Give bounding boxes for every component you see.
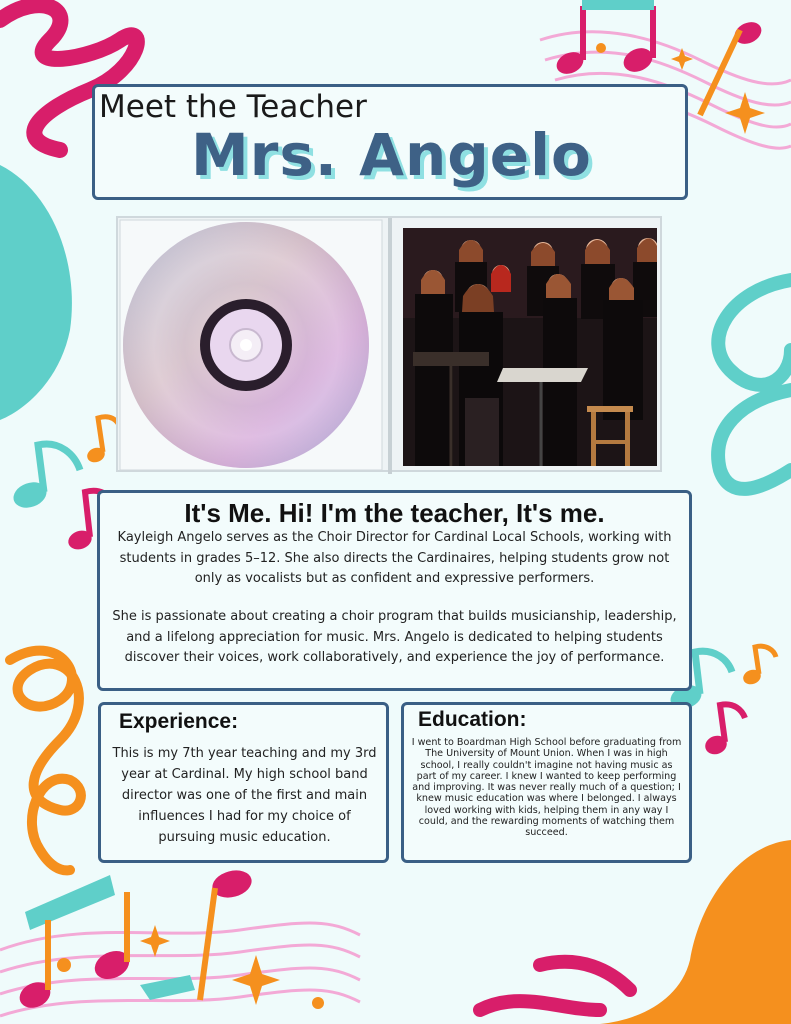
sparkle-icon <box>140 925 170 957</box>
music-staff-bottom-left <box>0 923 360 1016</box>
education-text: I went to Boardman High School before graduating from The University of Mount Union. When I was in high school, I really couldn't imagine not having music as part of my career. I knew I wanted to keep performing and improving. It was never really much of a question; I knew music education was where I belonged. I always loved working with kids, helping them in any way I could, and the rewarding moments of watching them succeed. <box>411 737 682 839</box>
sparkle-icon <box>725 92 765 134</box>
intro-section <box>97 490 692 691</box>
music-note-icon <box>15 866 254 1012</box>
intro-heading: It's Me. Hi! I'm the teacher, It's me. <box>184 498 605 528</box>
experience-text: This is my 7th year teaching and my 3rd year at Cardinal. My high school band director was one of the first and main influences I had for my choice of pursuing music education. <box>112 746 377 845</box>
experience-heading: Experience: <box>119 710 239 733</box>
music-note-icon <box>553 6 656 78</box>
title-box <box>92 84 688 200</box>
education-section <box>401 702 692 863</box>
education-heading: Education: <box>418 708 527 731</box>
experience-section <box>98 702 389 863</box>
intro-paragraph-1: Kayleigh Angelo serves as the Choir Director for Cardinal Local Schools, working with students in grades 5–12. She also directs the Cardinaires, helping students grow not only as vocalists but as confident and expressive performers. <box>117 530 672 586</box>
music-note-icon <box>10 444 80 512</box>
cd-case-image <box>116 216 662 472</box>
eyebrow-heading: Meet the Teacher <box>99 89 367 125</box>
orange-swirl-icon <box>10 651 81 871</box>
pink-swirl-icon <box>480 962 630 1010</box>
music-note-icon <box>703 704 745 757</box>
teal-blob-shape <box>0 165 72 420</box>
teal-swirl-icon <box>718 280 791 489</box>
intro-paragraph-2: She is passionate about creating a choir program that builds musicianship, leadership, and a lifelong appreciation for music. Mrs. Angelo is dedicated to helping students discover their voices, work collaboratively, and experience the joy of performance. <box>112 609 677 665</box>
choir-photo <box>403 228 657 466</box>
music-note-icon <box>85 417 120 465</box>
teacher-name: Mrs. Angelo <box>191 121 592 189</box>
music-note-icon <box>741 646 776 686</box>
music-note-icon <box>700 18 765 115</box>
